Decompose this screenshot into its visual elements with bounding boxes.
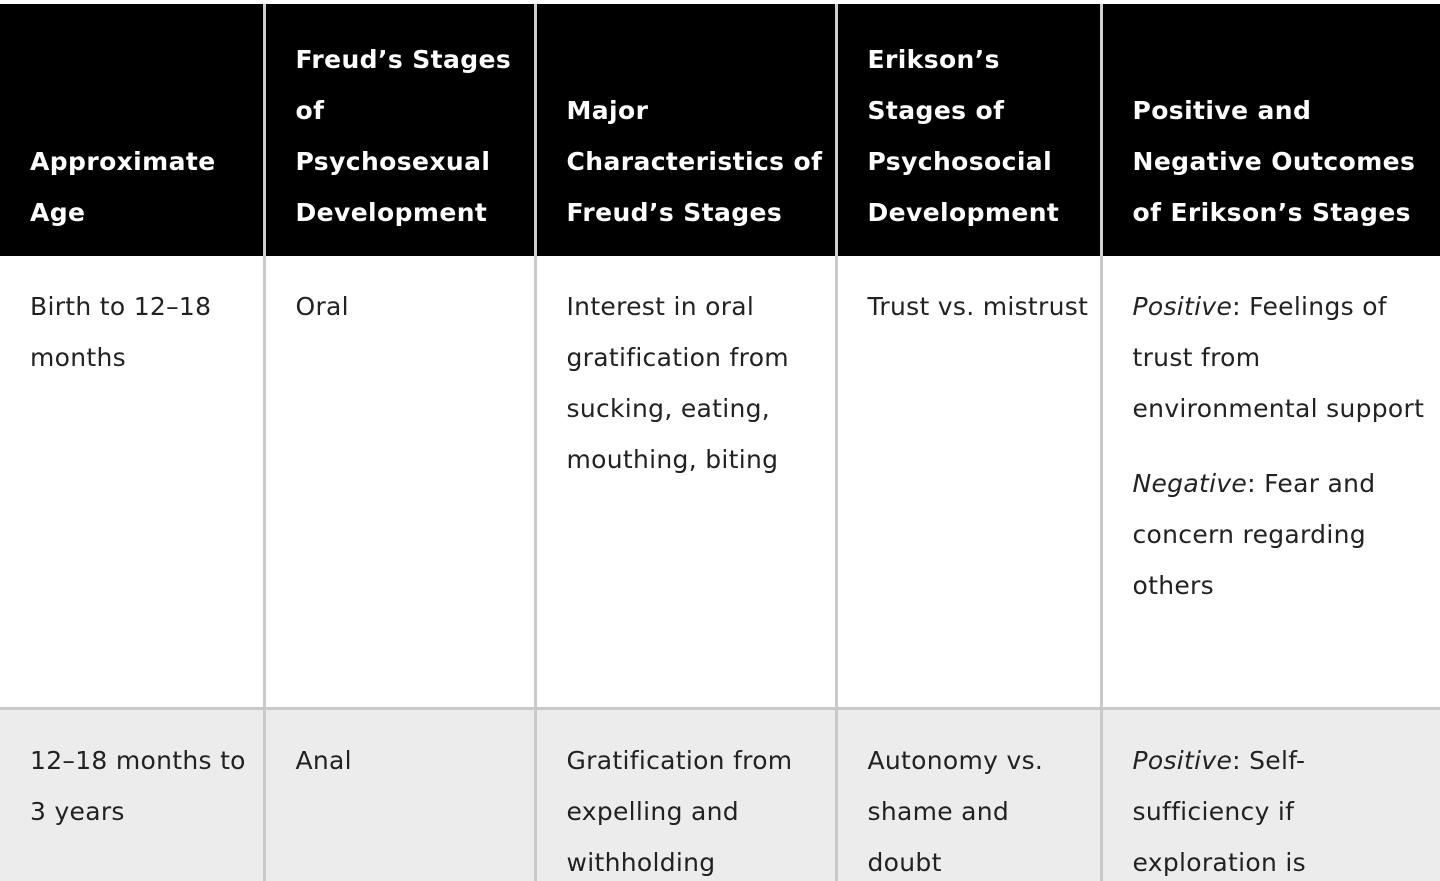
cell-age: 12–18 months to 3 years	[30, 745, 246, 826]
positive-label: Positive	[1132, 292, 1233, 321]
table-row	[0, 256, 1440, 708]
header-erikson-stages: Erikson’s Stages of Psychosocial Development	[836, 4, 1101, 256]
header-erikson-outcomes: Positive and Negative Outcomes of Erikson’s Stages	[1101, 4, 1440, 256]
negative-text: : Fear and concern regarding others	[1132, 469, 1376, 600]
cell-erikson-stage: Trust vs. mistrust	[836, 256, 1101, 708]
header-freud-stages: Freud’s Stages of Psychosexual Development	[264, 4, 535, 256]
cell-erikson-outcomes	[1101, 256, 1440, 708]
table-body	[0, 256, 1440, 881]
positive-text: : Self-sufficiency if exploration is	[1132, 745, 1306, 877]
cell-freud-characteristics: Gratification from expelling and withholding	[535, 708, 836, 881]
header-row	[0, 4, 1440, 256]
cell-erikson-outcomes	[1101, 708, 1440, 881]
negative-label: Negative	[1132, 469, 1248, 498]
cell-freud-stage: Anal	[264, 708, 535, 881]
positive-outcome	[1133, 281, 1431, 434]
positive-label: Positive	[1132, 745, 1233, 775]
development-stages-table	[0, 4, 1440, 881]
cell-freud-stage: Oral	[264, 256, 535, 708]
table-header	[0, 4, 1440, 256]
table-row	[0, 708, 1440, 881]
positive-text: : Feelings of trust from environmental support	[1132, 292, 1425, 423]
negative-outcome	[1133, 458, 1431, 611]
cell-freud-characteristics: Interest in oral gratification from sucking, eating, mouthing, biting	[535, 256, 836, 708]
cell-erikson-stage: Autonomy vs. shame and doubt	[836, 708, 1101, 881]
header-approximate-age: Approximate Age	[0, 4, 264, 256]
positive-outcome	[1133, 735, 1431, 881]
header-freud-characteristics: Major Characteristics of Freud’s Stages	[535, 4, 836, 256]
cell-age: Birth to 12–18 months	[30, 292, 212, 372]
